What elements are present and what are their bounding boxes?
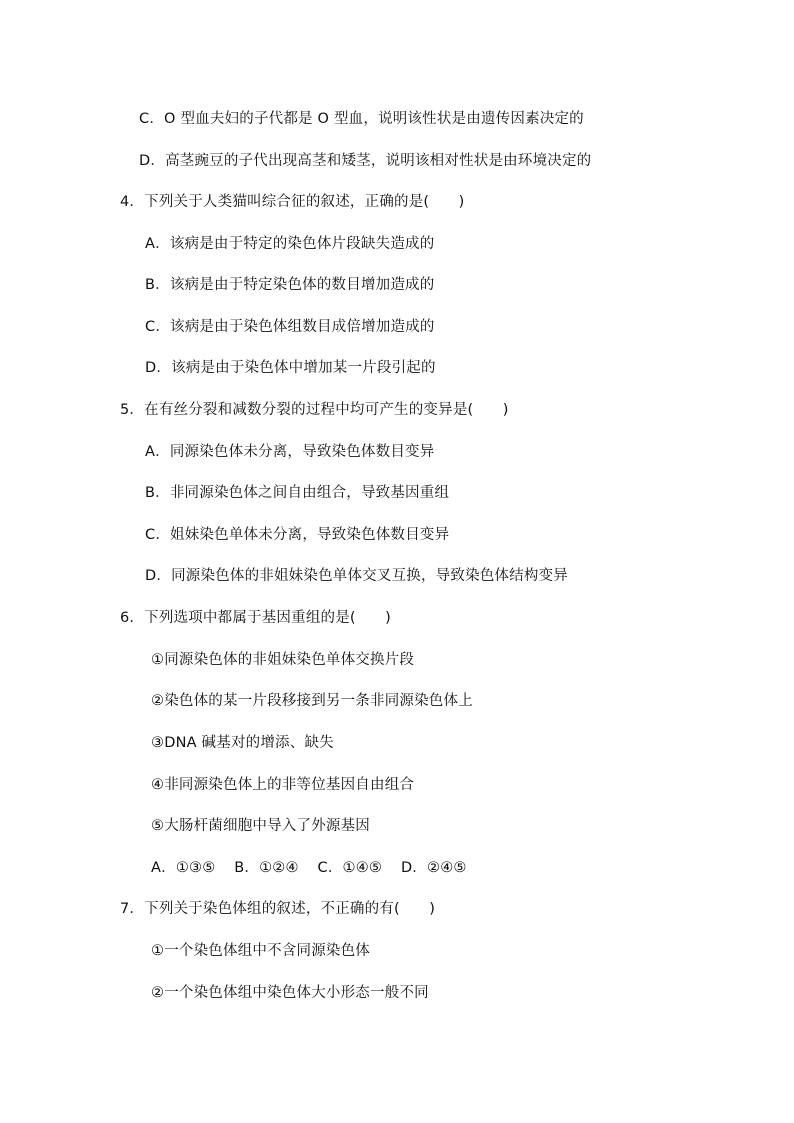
q3-option-d: D．高茎豌豆的子代出现高茎和矮茎，说明该相对性状是由环境决定的 <box>139 153 592 169</box>
q4-option-d: D．该病是由于染色体中增加某一片段引起的 <box>145 360 436 376</box>
q4-option-b: B．该病是由于特定染色体的数目增加造成的 <box>145 277 435 293</box>
q5-option-c: C．姐妹染色单体未分离，导致染色体数目变异 <box>145 527 450 543</box>
q6-stem: 6．下列选项中都属于基因重组的是( ) <box>120 610 392 626</box>
q6-statement-5: ⑤大肠杆菌细胞中导入了外源基因 <box>151 818 370 834</box>
q6-choice-a: A．①③⑤ <box>151 860 216 876</box>
q3-option-c: C．O 型血夫妇的子代都是 O 型血，说明该性状是由遗传因素决定的 <box>139 111 584 127</box>
q5-stem: 5．在有丝分裂和减数分裂的过程中均可产生的变异是( ) <box>120 402 509 418</box>
q7-statement-2: ②一个染色体组中染色体大小形态一般不同 <box>151 985 429 1001</box>
q6-statement-4: ④非同源染色体上的非等位基因自由组合 <box>151 777 415 793</box>
q6-choice-c: C．①④⑤ <box>317 860 383 876</box>
q6-statement-1: ①同源染色体的非姐妹染色单体交换片段 <box>151 652 415 668</box>
q6-choices <box>151 858 481 878</box>
q7-statement-1: ①一个染色体组中不含同源染色体 <box>151 943 370 959</box>
q4-option-c: C．该病是由于染色体组数目成倍增加造成的 <box>145 319 435 335</box>
q5-option-b: B．非同源染色体之间自由组合，导致基因重组 <box>145 485 450 501</box>
q4-option-a: A．该病是由于特定的染色体片段缺失造成的 <box>145 236 435 252</box>
q7-stem: 7．下列关于染色体组的叙述，不正确的有( ) <box>120 901 436 917</box>
q6-choice-b: B．①②④ <box>234 860 299 876</box>
q6-statement-2: ②染色体的某一片段移接到另一条非同源染色体上 <box>151 693 473 709</box>
q5-option-d: D．同源染色体的非姐妹染色单体交叉互换，导致染色体结构变异 <box>145 568 568 584</box>
q5-option-a: A．同源染色体未分离，导致染色体数目变异 <box>145 444 435 460</box>
q4-stem: 4．下列关于人类猫叫综合征的叙述，正确的是( ) <box>120 194 465 210</box>
q6-choice-d: D．②④⑤ <box>400 860 467 876</box>
q6-statement-3: ③DNA 碱基对的增添、缺失 <box>151 735 334 751</box>
